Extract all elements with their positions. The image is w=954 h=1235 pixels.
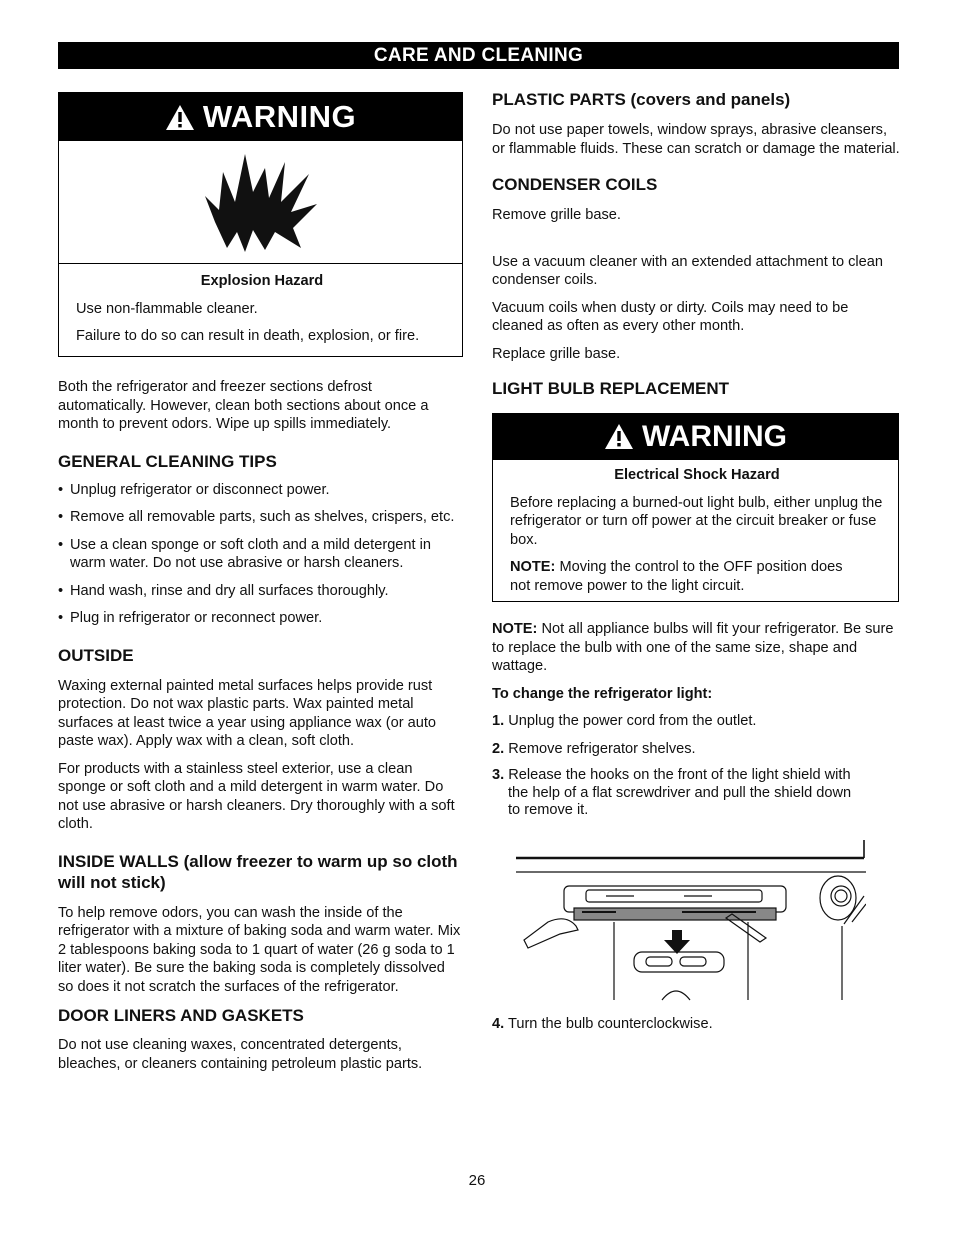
warning-triangle-icon — [604, 423, 634, 451]
condenser-paragraph-4: Replace grille base. — [492, 345, 621, 362]
outside-paragraph-2: For products with a stainless steel exterior, use a clean sponge or soft cloth and a mild detergent in warm water. Do not use abrasive or harsh cleaners. Dry thoroughly with a soft cloth. — [58, 760, 455, 832]
condenser-heading: CONDENSER COILS — [492, 175, 658, 194]
step-3: 3. Release the hooks on the front of the light shield with the help of a flat screwdriver and pull the shield down to remove it. — [492, 767, 852, 818]
step-4: 4. Turn the bulb counterclockwise. — [492, 1016, 713, 1032]
warning-title-bar — [59, 93, 462, 141]
general-cleaning-list — [58, 481, 463, 628]
left-column — [58, 92, 463, 1073]
explosion-icon — [205, 152, 317, 252]
general-cleaning-heading: GENERAL CLEANING TIPS — [58, 451, 277, 471]
list-item: • Plug in refrigerator or reconnect power. — [58, 610, 323, 626]
hazard-title: Electrical Shock Hazard — [614, 467, 780, 483]
warning-title: WARNING — [202, 98, 357, 134]
plastic-parts-paragraph: Do not use paper towels, window sprays, abrasive cleansers, or flammable fluids. These can scratch or damage the material. — [492, 122, 900, 157]
condenser-paragraph-1: Remove grille base. — [492, 207, 621, 223]
plastic-parts-heading: PLASTIC PARTS (covers and panels) — [492, 90, 791, 109]
step-1: 1. Unplug the power cord from the outlet. — [492, 713, 757, 729]
hazard-title: Explosion Hazard — [200, 273, 324, 289]
warning-title-bar — [493, 414, 898, 460]
door-liners-heading: DOOR LINERS AND GASKETS — [58, 1006, 304, 1025]
outside-heading: OUTSIDE — [58, 645, 134, 665]
inside-walls-heading: INSIDE WALLS (allow freezer to warm up so cloth will not stick) — [58, 851, 458, 892]
change-light-heading: To change the refrigerator light: — [492, 685, 713, 702]
condenser-paragraph-2: Use a vacuum cleaner with an extended attachment to clean condenser coils. — [492, 253, 884, 288]
section-header: CARE AND CLEANING — [58, 42, 899, 69]
warning-line-2: Failure to do so can result in death, explosion, or fire. — [76, 328, 420, 344]
outside-paragraph-1: Waxing external painted metal surfaces helps provide rust protection. Do not wax plastic parts. Wax painted metal surfaces at least twice a year using appliance wax (or auto paste wax). Apply wax with a clean, soft cloth. — [58, 677, 437, 749]
page-number: 26 — [468, 1172, 486, 1189]
list-item: • Hand wash, rinse and dry all surfaces thoroughly. — [58, 582, 389, 599]
intro-paragraph: Both the refrigerator and freezer sections defrost automatically. However, clean both sections about once a month to prevent odors. Wipe up spills immediately. — [58, 379, 429, 432]
list-item: • Remove all removable parts, such as shelves, crispers, etc. — [58, 509, 455, 525]
right-column — [492, 92, 900, 1034]
light-bulb-heading: LIGHT BULB REPLACEMENT — [492, 379, 730, 398]
inside-walls-paragraph: To help remove odors, you can wash the inside of the refrigerator with a mixture of baking soda and warm water. Mix 2 tablespoons baking soda to 1 quart of water (26 g soda to 1 liter water). Be sure the baking soda is completely dissolved so does it not scratch the surfaces of the refrigerator. — [58, 904, 461, 995]
list-item: • Unplug refrigerator or disconnect power. — [58, 481, 330, 498]
explosion-warning-box — [58, 92, 463, 357]
shock-warning-paragraph: Before replacing a burned-out light bulb, either unplug the refrigerator or turn off power at the circuit breaker or fuse box. — [510, 494, 883, 548]
warning-line-1: Use non-flammable cleaner. — [76, 300, 258, 317]
light-shield-diagram — [516, 830, 866, 1002]
door-liners-paragraph: Do not use cleaning waxes, concentrated detergents, bleaches, or cleaners containing petroleum plastic parts. — [58, 1037, 423, 1072]
shock-warning-note: NOTE: Moving the control to the OFF position does not remove power to the light circuit. — [510, 559, 843, 594]
down-arrow-icon — [664, 930, 690, 954]
warning-title: WARNING — [642, 419, 787, 453]
list-item: • Use a clean sponge or soft cloth and a mild detergent in warm water. Do not use abrasive or harsh cleaners. — [58, 536, 432, 571]
explosion-area — [59, 141, 462, 264]
warning-triangle-icon — [165, 104, 195, 131]
shock-warning-box — [492, 413, 899, 602]
light-steps — [492, 712, 900, 820]
condenser-paragraph-3: Vacuum coils when dusty or dirty. Coils may need to be cleaned as often as every other month. — [492, 299, 849, 334]
bulb-note: NOTE: Not all appliance bulbs will fit your refrigerator. Be sure to replace the bulb with one of the same size, shape and wattage. — [492, 621, 894, 674]
step-2: 2. Remove refrigerator shelves. — [492, 740, 696, 757]
